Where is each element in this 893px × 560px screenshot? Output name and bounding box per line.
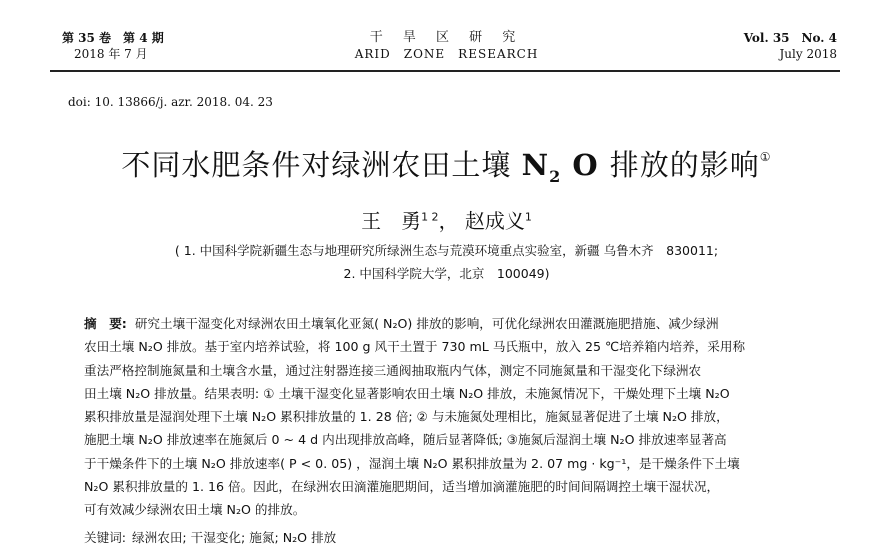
author-name: 赵成义 <box>464 209 525 233</box>
abstract-line: 施肥土壤 N₂O 排放速率在施氮后 0 ~ 4 d 内出现排放高峰，随后显著降低; ③施氮后湿润土壤 N₂O 排放速率显著高 <box>84 432 727 448</box>
date-cn: 2018 年 7 月 <box>74 47 148 61</box>
title-text-after: 排放的影响 <box>609 148 760 182</box>
journal-name-cn: 干 旱 区 研 究 <box>369 30 524 45</box>
author-separator: ， <box>438 209 459 233</box>
doi: doi: 10. 13866/j. azr. 2018. 04. 23 <box>68 95 273 109</box>
affiliation: 2. 中国科学院大学，北京 100049) <box>343 266 550 281</box>
abstract-line: 于干燥条件下的土壤 N₂O 排放速率( P < 0. 05) ，湿润土壤 N₂O 累积排放量为 2. 07 mg · kg⁻¹，是干燥条件下土壤 <box>84 455 740 471</box>
affiliation: ( 1. 中国科学院新疆生态与地理研究所绿洲生态与荒漠环境重点实验室，新疆 乌鲁木齐 830011; <box>174 243 719 258</box>
abstract-line: N₂O 累积排放量的 1. 16 倍。因此，在绿洲农田滴灌施肥期间，适当增加滴灌施肥的时间间隔调控土壤干湿状况， <box>84 479 720 495</box>
keywords-label: 关键词: <box>84 530 127 545</box>
abstract-line: 可有效减少绿洲农田土壤 N₂O 的排放。 <box>84 502 306 518</box>
abstract-line: 农田土壤 N₂O 排放。基于室内培养试验，将 100 g 风干土置于 730 mL 马氏瓶中，放入 25 ℃培养箱内培养，采用称 <box>84 339 746 355</box>
volume-en: Vol. 35 No. 4 <box>743 31 837 45</box>
author-name: 王 勇 <box>361 209 422 233</box>
paper-title <box>0 143 893 186</box>
abstract <box>84 312 820 522</box>
abstract-line: 累积排放量是湿润处理下土壤 N₂O 累积排放量的 1. 28 倍; ② 与未施氮处理相比，施氮显著促进了土壤 N₂O 排放， <box>84 409 729 425</box>
date-en: July 2018 <box>779 47 837 61</box>
abstract-line: 摘 要: 研究土壤干湿变化对绿洲农田土壤氧化亚氮( N₂O) 排放的影响，可优化绿洲农田灌溉施肥措施、减少绿洲 <box>84 316 719 331</box>
abstract-line: 田土壤 N₂O 排放量。结果表明: ① 土壤干湿变化显著影响农田土壤 N₂O 排放，未施氮情况下，干燥处理下土壤 N₂O <box>84 385 730 401</box>
authors <box>0 205 893 234</box>
issue-cn: 第 35 卷 第 4 期 <box>62 31 164 45</box>
keywords-text: 绿洲农田; 干湿变化; 施氮; N₂O 排放 <box>132 530 337 545</box>
header-rule <box>50 70 840 72</box>
journal-name-en: ARID ZONE RESEARCH <box>354 47 539 61</box>
title-formula: $N_2$ O <box>521 148 610 186</box>
title-text: 不同水肥条件对绿洲农田土壤 <box>121 148 522 182</box>
abstract-line: 重法严格控制施氮量和土壤含水量，通过注射器连接三通阀抽取瓶内气体，测定不同施氮量和干湿变化下绿洲农 <box>84 362 702 378</box>
title-footnote: ① <box>759 150 772 164</box>
author-affil: 1 2 <box>421 210 439 224</box>
abstract-label: 摘 要: <box>84 316 127 331</box>
header-volume <box>744 30 837 62</box>
keywords <box>84 527 336 546</box>
author-affil: 1 <box>524 210 532 224</box>
